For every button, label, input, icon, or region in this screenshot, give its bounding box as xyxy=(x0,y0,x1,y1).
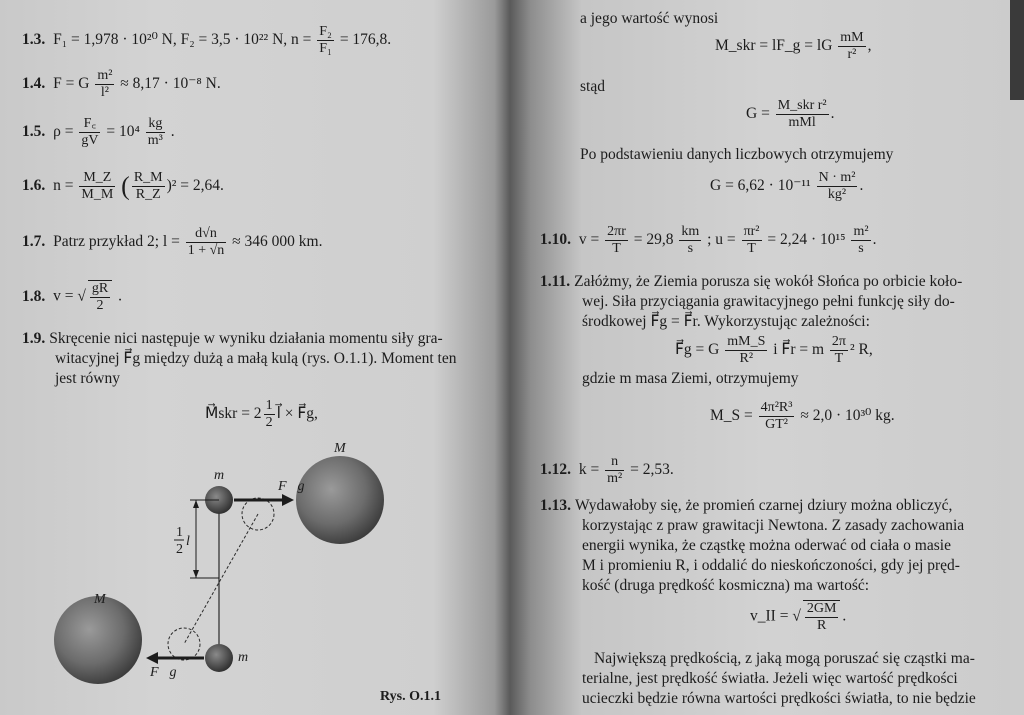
label-half-den: 2 xyxy=(176,542,183,557)
text-stad: stąd xyxy=(580,78,605,95)
answer-1-8: 1.8. v = √ $\frac{gR}{2}$ . xyxy=(22,281,122,313)
label-M-bottom: M xyxy=(94,592,106,607)
right-page: a jego wartość wynosi M_skr = lF_g = lG $\frac{mM}{\text{r²}}$ , stąd G = $\frac{\text{M\_skr r²}}{\text{mMl}}$ . Po podstawieniu danych liczbowych otrzymujemy G = 6,62 · 10⁻¹¹ $\frac{\text{N · m²}}{\text{kg²}}$ . 1.10. v = $\frac{2\pi r}{T}$ = 29,8 $\frac{km}{s}$ ; u = $\frac{\text{πr²}}{T}$ = 2,24 · 10¹⁵ $\frac{\text{m²}}{s}$ . 1.11. Załóżmy, że Ziemia porusza się wokół Słońca po orbicie koło- wej. Siła przyciągania grawitacyjnego pełni funkcję siły do- środkowej F⃗g = F⃗r. Wykorzystując zależności: F⃗g = G $\frac{mM\_S}{\text{R²}}$ i F⃗r = m $\frac{2\pi}{T}$ ² R, gdzie m masa Ziemi, otrzymujemy M_S = $\frac{\text{4π²R³}}{\text{GT²}}$ ≈ 2,0 · 10³⁰ kg. 1.12. k = $\frac{n}{\text{m²}}$ = 2,53. 1.13. Wydawałoby się, że promień czarnej dziury można obliczyć, korzystając z praw grawitacji Newtona. Z zasady zachowania energii wynika, że cząstkę można oderwać od ciała o masie M i promieniu R, i oddalić do nieskończoności, gdy jej pręd- kość (druga prędkość kosmiczna) ma wartość: v_II = √ $\frac{2GM}{R}$ . Największą prędkością, z jaką mogą poruszać się cząstki ma- terialne, jest prędkość światła. Jeżeli więc wartość prędkości ucieczki będzie równa wartości prędkości światła, to nie będzie xyxy=(510,0,1024,715)
left-page: 1.3. F₁ = 1,978 · 10²⁰ N, F₂ = 3,5 · 10²² N, n = $\frac{\text{F₂}}{\text{F₁}}$ = 176,8. 1.4. F = G $\frac{\text{m²}}{\text{l²}}$ ≈ 8,17 · 10⁻⁸ N. 1.5. ρ = $\frac{F꜀}{gV}$ = 10⁴ $\frac{kg}{\text{m³}}$ . 1.6. n = $\frac{M\_Z}{M\_M}$ ( $\frac{R\_M}{R\_Z}$ )² = 2,64. 1.7. Patrz przykład 2; l = $\frac{d√n}{1 + √n}$ ≈ 346 000 km. 1.8. v = √ $\frac{gR}{2}$ . 1.9. Skręcenie nici następuje w wyniku działania momentu siły gra- witacyjnej F⃗g między dużą a małą kulą (rys. O.1.1). Moment ten jest równy M⃗skr = 2 $\frac{1}{2}$ l⃗ × F⃗g, M M m m F⃗g F⃗g 1 2 l Rys. O.1.1 xyxy=(0,0,510,715)
rotated-rod xyxy=(184,514,258,644)
answer-1-5: 1.5. ρ = $\frac{F꜀}{gV}$ = 10⁴ $\frac{kg}{\text{m³}}$ . xyxy=(22,116,175,148)
large-mass-bottom xyxy=(54,596,142,684)
torque-formula: M⃗skr = 2 $\frac{1}{2}$ l⃗ × F⃗g, xyxy=(205,398,318,430)
answer-1-7: 1.7. Patrz przykład 2; l = $\frac{d√n}{1 + √n}$ ≈ 346 000 km. xyxy=(22,226,323,258)
label-Fg-bottom: F⃗g xyxy=(150,665,177,680)
large-mass-top xyxy=(296,456,384,544)
text-after: Po podstawieniu danych liczbowych otrzymujemy xyxy=(580,146,894,163)
formula-escape-velocity: v_II = √ $\frac{2GM}{R}$ . xyxy=(750,601,847,633)
label-m-top: m xyxy=(214,468,225,483)
formula-G: G = $\frac{\text{M\_skr r²}}{\text{mMl}}$ . xyxy=(746,98,835,130)
answer-1-4: 1.4. F = G $\frac{\text{m²}}{\text{l²}}$ ≈ 8,17 · 10⁻⁸ N. xyxy=(22,68,221,100)
formula-sun-mass: M_S = $\frac{\text{4π²R³}}{\text{GT²}}$ ≈ 2,0 · 10³⁰ kg. xyxy=(710,400,895,432)
force-arrowhead-bottom xyxy=(146,652,158,664)
formula-forces: F⃗g = G $\frac{mM\_S}{\text{R²}}$ i F⃗r = m $\frac{2\pi}{T}$ ² R, xyxy=(675,334,873,366)
formula-G-value: G = 6,62 · 10⁻¹¹ $\frac{\text{N · m²}}{\text{kg²}}$ . xyxy=(710,170,864,202)
figure-torsion-balance xyxy=(0,0,510,715)
answer-1-10: 1.10. v = $\frac{2\pi r}{T}$ = 29,8 $\frac{km}{s}$ ; u = $\frac{\text{πr²}}{T}$ = 2,24 · 10¹⁵ $\frac{\text{m²}}{s}$ . xyxy=(540,224,877,256)
formula-moment: M_skr = lF_g = lG $\frac{mM}{\text{r²}}$ , xyxy=(715,30,872,62)
force-arrowhead-top xyxy=(282,494,294,506)
label-M-top: M xyxy=(334,441,346,456)
answer-1-6: 1.6. n = $\frac{M\_Z}{M\_M}$ ( $\frac{R\_M}{R\_Z}$ )² = 2,64. xyxy=(22,170,224,202)
label-l: l xyxy=(186,534,190,549)
text-intro: a jego wartość wynosi xyxy=(580,10,719,27)
page-edge xyxy=(1010,0,1024,100)
label-half-num: 1 xyxy=(176,525,183,540)
answer-1-12: 1.12. k = $\frac{n}{\text{m²}}$ = 2,53. xyxy=(540,454,674,486)
label-m-bottom: m xyxy=(238,650,249,665)
figure-caption: Rys. O.1.1 xyxy=(380,689,441,704)
answer-1-3: 1.3. F₁ = 1,978 · 10²⁰ N, F₂ = 3,5 · 10²² N, n = $\frac{\text{F₂}}{\text{F₁}}$ = 176,8. xyxy=(22,24,392,56)
small-mass-bottom xyxy=(205,644,233,672)
label-Fg-top: F⃗g xyxy=(278,479,305,494)
